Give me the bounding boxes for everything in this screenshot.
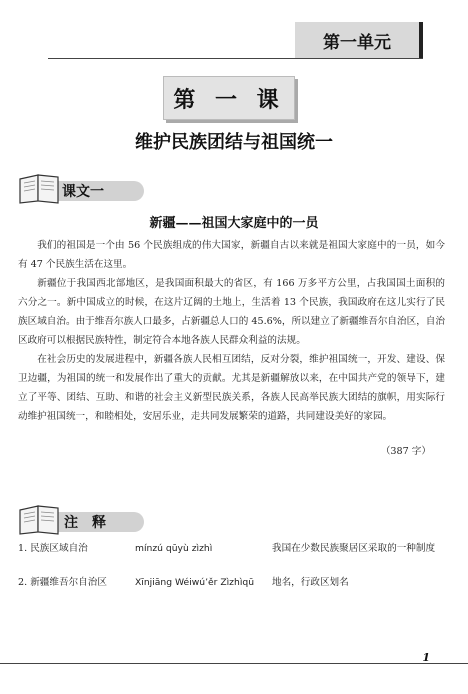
text-title: 新疆——祖国大家庭中的一员	[149, 216, 319, 231]
note-pinyin: mínzú qūyù zìzhì	[135, 543, 213, 554]
section-notes-label: 注 释	[64, 515, 106, 531]
notes-list	[18, 540, 448, 608]
note-pinyin: Xīnjiāng Wéiwú’ěr Zìzhìqū	[135, 577, 255, 588]
page-number: 1	[422, 651, 430, 664]
lesson-title: 第 一 课	[163, 76, 295, 120]
book-icon	[16, 502, 62, 536]
section-text-label: 课文一	[62, 184, 104, 200]
note-item	[18, 574, 448, 608]
note-meaning: 我国在少数民族聚居区采取的一种制度	[272, 543, 436, 554]
header-rule	[48, 58, 423, 59]
unit-title: 第一单元	[295, 22, 423, 58]
paragraph-2: 新疆位于我国西北部地区，是我国面积最大的省区，有 166 万多平方公里，占我国国土面积的六分之一。新中国成立的时候，在这片辽阔的土地上，生活着 13 个民族，我国政府在这儿实行了民族区域自治。由于维吾尔族人口最多，占新疆总人口的 45.6%，所以建立了新疆维吾尔自治区，自治区政府可以根据民族特性，制定符合本地各族人民群众利益的法规。	[18, 278, 445, 346]
note-meaning: 地名，行政区划名	[272, 577, 349, 588]
paragraph-1: 我们的祖国是一个由 56 个民族组成的伟大国家，新疆自古以来就是祖国大家庭中的一员，如今有 47 个民族生活在这里。	[18, 240, 445, 270]
note-item	[18, 540, 448, 574]
footer-rule	[0, 651, 468, 664]
note-term: 2. 新疆维吾尔自治区	[18, 577, 107, 588]
paragraph-3: 在社会历史的发展进程中，新疆各族人民相互团结，反对分裂，维护祖国统一，开发、建设、保卫边疆，为祖国的统一和发展作出了重大的贡献。尤其是新疆解放以来，在中国共产党的领导下，建立了平等、团结、互助、和谐的社会主义新型民族关系，各族人民高举民族大团结的旗帜，用实际行动维护祖国统一，和睦相处，安居乐业，走共同发展繁荣的道路，共同建设美好的家园。	[18, 354, 445, 422]
note-term: 1. 民族区域自治	[18, 543, 88, 554]
char-count: （387 字）	[380, 446, 431, 457]
book-icon	[16, 171, 62, 205]
lesson-subtitle: 维护民族团结与祖国统一	[135, 132, 333, 153]
